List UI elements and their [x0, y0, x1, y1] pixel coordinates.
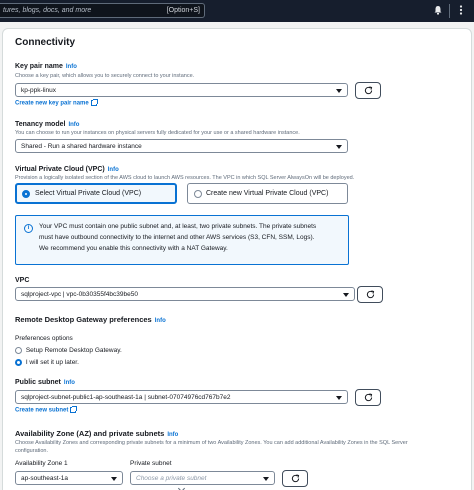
public-subnet-label	[15, 379, 75, 386]
vpc-label: VPC	[15, 277, 30, 284]
availability-zone-value: ap-southeast-1a	[21, 475, 68, 482]
external-link-icon	[70, 407, 76, 413]
chevron-down-icon	[336, 145, 342, 149]
refresh-icon	[364, 393, 373, 402]
radio-unselected-icon	[15, 347, 22, 354]
public-subnet-info-link[interactable]: Info	[63, 380, 75, 386]
tenancy-value: Shared - Run a shared hardware instance	[21, 143, 142, 150]
create-vpc-option-label: Create new Virtual Private Cloud (VPC)	[206, 190, 329, 197]
notifications-bell-icon[interactable]	[433, 5, 443, 18]
key-pair-select[interactable]	[15, 83, 348, 97]
chevron-down-icon	[336, 396, 342, 400]
external-link-icon	[91, 100, 97, 106]
select-vpc-option-label: Select Virtual Private Cloud (VPC)	[35, 190, 142, 197]
private-subnet-label: Private subnet	[130, 460, 172, 467]
key-pair-label-text: Key pair name	[15, 63, 63, 70]
toolbar-divider	[449, 4, 450, 18]
alert-line-2: must have outbound connectivity to the internet and other AWS services (S3, CFN, SSM, Logs).	[39, 234, 315, 241]
az-title-text: Availability Zone (AZ) and private subnets	[15, 429, 165, 438]
availability-zone-select[interactable]	[15, 471, 123, 485]
vpc-choice-label	[15, 166, 119, 173]
vpc-requirements-alert	[15, 215, 349, 265]
search-input[interactable]	[0, 3, 205, 18]
availability-zone-label: Availability Zone 1	[15, 460, 68, 467]
create-subnet-link[interactable]	[15, 407, 76, 414]
refresh-icon	[366, 290, 375, 299]
more-options-icon[interactable]	[459, 5, 463, 18]
tenancy-select[interactable]	[15, 139, 348, 153]
vpc-refresh-button[interactable]	[357, 286, 383, 303]
key-pair-description: Choose a key pair, which allows you to securely connect to your instance.	[15, 73, 195, 79]
public-subnet-value: sqlproject-subnet-public1-ap-southeast-1a | subnet-07074976cd767b7e2	[21, 394, 231, 401]
chevron-down-icon	[343, 293, 349, 297]
az-description-line-2: configuration.	[15, 448, 49, 454]
refresh-icon	[364, 86, 373, 95]
create-key-pair-link[interactable]	[15, 100, 97, 107]
chevron-down-icon	[111, 477, 117, 481]
private-subnet-placeholder: Choose a private subnet	[136, 475, 207, 482]
vpc-select[interactable]	[15, 287, 355, 301]
vpc-choice-label-text: Virtual Private Cloud (VPC)	[15, 166, 105, 173]
rdg-title	[15, 315, 166, 324]
az-description-line-1: Choose Availability Zones and corresponding private subnets for a minimum of two Availability Zones. You can add additional Availability Zones in the SQL Server	[15, 440, 408, 446]
connectivity-panel	[2, 28, 472, 490]
create-key-pair-link-text: Create new key pair name	[15, 100, 89, 107]
radio-selected-icon	[22, 190, 30, 198]
az-title	[15, 429, 178, 438]
chevron-down-icon	[336, 89, 342, 93]
preferences-options-label: Preferences options	[15, 335, 73, 342]
select-vpc-option[interactable]	[15, 183, 177, 204]
rdg-option-setup-label: Setup Remote Desktop Gateway.	[25, 347, 122, 354]
radio-unselected-icon	[194, 190, 202, 198]
chevron-down-icon	[263, 477, 269, 481]
tenancy-label	[15, 121, 79, 128]
search-placeholder: tures, blogs, docs, and more	[3, 7, 92, 14]
radio-selected-icon	[15, 359, 22, 366]
vpc-choice-description: Provision a logically isolated section of the AWS cloud to launch AWS resources. The VPC in which SQL Server AlwaysOn will be deployed.	[15, 175, 355, 181]
rdg-option-later-label: I will set it up later.	[25, 359, 79, 366]
private-subnet-refresh-button[interactable]	[282, 470, 308, 487]
tenancy-label-text: Tenancy model	[15, 121, 66, 128]
create-vpc-option[interactable]	[187, 183, 348, 204]
rdg-title-text: Remote Desktop Gateway preferences	[15, 315, 152, 324]
vpc-choice-info-link[interactable]: Info	[107, 167, 119, 173]
alert-line-1: Your VPC must contain one public subnet and, at least, two private subnets. The private subnets	[39, 223, 317, 230]
key-pair-label	[15, 63, 77, 70]
rdg-info-link[interactable]: Info	[154, 318, 166, 324]
create-subnet-link-text: Create new subnet	[15, 407, 69, 414]
rdg-option-setup[interactable]	[15, 347, 122, 354]
tenancy-description: You can choose to run your instances on physical servers fully dedicated for your use or a shared hardware instance.	[15, 130, 300, 136]
az-info-link[interactable]: Info	[167, 432, 179, 438]
vpc-value: sqlproject-vpc | vpc-0b30355f4bc39be50	[21, 291, 138, 298]
public-subnet-select[interactable]	[15, 390, 348, 404]
section-title: Connectivity	[15, 37, 76, 48]
top-navigation-bar	[0, 0, 474, 22]
search-shortcut-hint: [Option+S]	[166, 7, 200, 14]
refresh-icon	[291, 474, 300, 483]
tenancy-info-link[interactable]: Info	[68, 122, 80, 128]
info-icon: i	[24, 224, 33, 233]
private-subnet-select[interactable]	[130, 471, 275, 485]
alert-line-3: We recommend you enable this connectivity with a NAT Gateway.	[39, 245, 228, 252]
key-pair-value: kp-ppk-linux	[21, 87, 57, 94]
public-subnet-label-text: Public subnet	[15, 379, 61, 386]
key-pair-refresh-button[interactable]	[355, 82, 381, 99]
key-pair-info-link[interactable]: Info	[65, 64, 77, 70]
public-subnet-refresh-button[interactable]	[355, 389, 381, 406]
rdg-option-later[interactable]	[15, 359, 79, 366]
